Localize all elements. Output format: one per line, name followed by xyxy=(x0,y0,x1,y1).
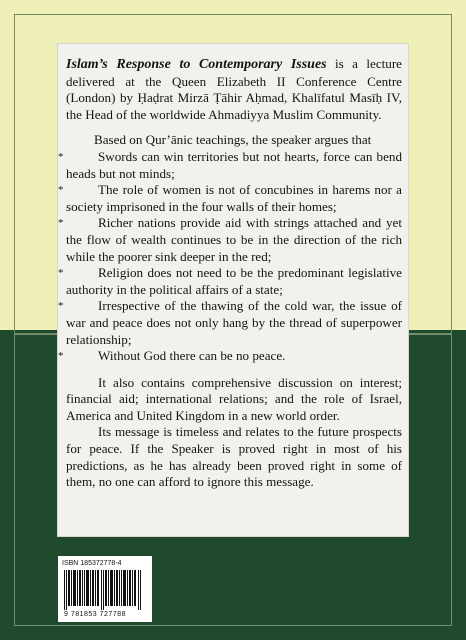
argument-item: * Irrespective of the thawing of the cold war, the issue of war and peace does not only hang by the thread of superpower relationship; xyxy=(58,298,402,347)
barcode-icon xyxy=(64,570,144,610)
intro-text: is a lecture delivered at the Queen Elizabeth II Conference Centre (London) by Ḥaḍrat Mirzā Ṭāhir Aḥmad, Khalīfatul Masīḥ IV, the Head of the worldwide Ahmadiyya Muslim Community. xyxy=(66,56,402,122)
discussion-paragraph: It also contains comprehensive discussion on interest; financial aid; international relations; and the role of Israel, America and United Kingdom in a new world order. xyxy=(66,374,402,423)
argument-list xyxy=(58,148,402,365)
argument-item: * Richer nations provide aid with strings attached and yet the flow of wealth continues to be in the direction of the rich while the poorer sink deeper in the red; xyxy=(58,215,402,264)
book-title: Islam’s Response to Contemporary Issues xyxy=(66,57,327,72)
argument-item: * Religion does not need to be the predominant legislative authority in the political affairs of a state; xyxy=(58,265,402,297)
star-bullet-icon: * xyxy=(58,300,64,313)
isbn-label: ISBN 185372778-4 xyxy=(62,560,122,567)
argument-item: * Swords can win territories but not hearts, force can bend heads but not minds; xyxy=(58,148,402,181)
star-bullet-icon: * xyxy=(58,350,64,363)
argument-item: * The role of women is not of concubines in harems nor a society imprisoned in the four walls of their homes; xyxy=(58,182,402,214)
message-paragraph: Its message is timeless and relates to the future prospects for peace. If the Speaker is proved right in most of his predictions, as he has already been proved right in some of them, no one can afford to ignore this message. xyxy=(66,424,402,490)
intro-paragraph xyxy=(66,56,402,123)
blurb-text xyxy=(58,56,402,491)
star-bullet-icon: * xyxy=(58,217,64,230)
star-bullet-icon: * xyxy=(58,184,64,197)
star-bullet-icon: * xyxy=(58,150,64,163)
lead-sentence: Based on Qur’ānic teachings, the speaker argues that xyxy=(94,132,372,148)
isbn-barcode-box xyxy=(58,556,152,622)
star-bullet-icon: * xyxy=(58,267,64,280)
barcode-digits: 9 781853 727788 xyxy=(64,611,126,618)
argument-item: * Without God there can be no peace. xyxy=(58,348,286,364)
